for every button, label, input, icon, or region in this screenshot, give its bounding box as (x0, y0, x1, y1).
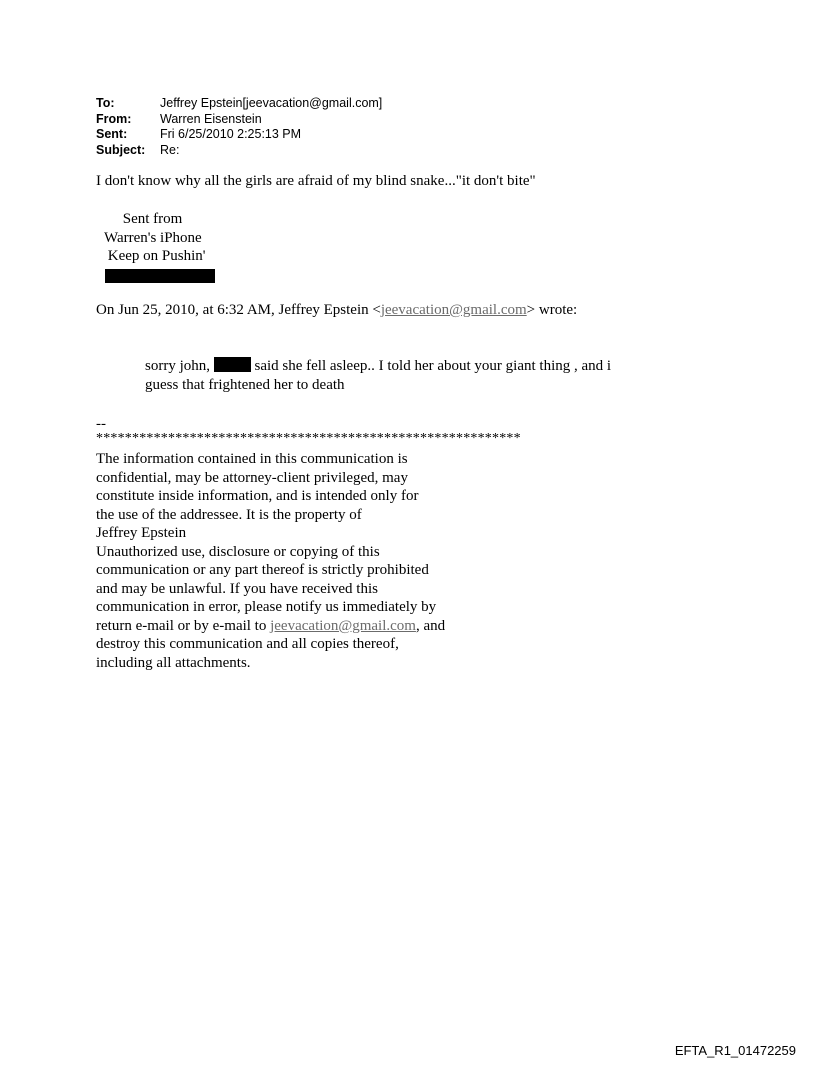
sent-value: Fri 6/25/2010 2:25:13 PM (160, 127, 302, 141)
disclaimer-line: destroy this communication and all copies thereof, (96, 636, 399, 652)
confidentiality-disclaimer (96, 450, 445, 672)
to-row (96, 96, 382, 112)
quoted-header-suffix: > wrote: (526, 302, 578, 318)
to-value: Jeffrey Epstein[jeevacation@gmail.com] (160, 96, 383, 110)
quoted-line: guess that frightened her to death (145, 376, 345, 393)
disclaimer-line: communication in error, please notify us immediately by (96, 599, 437, 615)
sent-row (96, 127, 382, 143)
signature-line: Sent from (104, 211, 183, 227)
quoted-header (96, 302, 577, 319)
message-body: I don't know why all the girls are afraid of my blind snake..."it don't bite" (96, 173, 536, 189)
disclaimer-line: Jeffrey Epstein (96, 525, 187, 541)
disclaimer-line-suffix: , and (415, 617, 446, 634)
disclaimer-line: confidential, may be attorney-client privileged, may (96, 469, 408, 486)
quoted-line (145, 357, 611, 376)
disclaimer-line: and may be unlawful. If you have received this (96, 580, 378, 597)
from-label: From: (96, 111, 132, 126)
disclaimer-line: Unauthorized use, disclosure or copying of this (96, 543, 380, 560)
disclaimer-line: communication or any part thereof is strictly prohibited (96, 562, 429, 578)
signature-block (104, 210, 215, 288)
signature-line: Keep on Pushin' (104, 248, 206, 264)
disclaimer-line: the use of the addressee. It is the property of (96, 506, 362, 523)
subject-value: Re: (160, 142, 180, 157)
from-row (96, 112, 382, 128)
subject-row (96, 143, 382, 159)
quoted-header-prefix: On Jun 25, 2010, at 6:32 AM, Jeffrey Epstein < (96, 302, 381, 318)
quoted-message (145, 357, 611, 394)
quoted-line-prefix: sorry john, (145, 358, 214, 374)
from-value: Warren Eisenstein (160, 111, 262, 126)
quoted-line-suffix: said she fell asleep.. I told her about your giant thing , and i (250, 358, 612, 374)
disclaimer-line (96, 617, 445, 636)
to-label: To: (96, 96, 115, 110)
separator-stars: *********************************************************** (96, 431, 521, 446)
email-link[interactable]: jeevacation@gmail.com (270, 617, 416, 634)
email-link[interactable]: jeevacation@gmail.com (380, 302, 527, 318)
redaction-box (105, 269, 215, 283)
disclaimer-line-prefix: return e-mail or by e-mail to (96, 617, 271, 634)
disclaimer-line: constitute inside information, and is intended only for (96, 488, 419, 504)
separator-dash: -- (96, 416, 106, 432)
document-id: EFTA_R1_01472259 (674, 1043, 796, 1058)
redaction-box (214, 357, 251, 372)
email-header (96, 96, 382, 158)
disclaimer-line: The information contained in this communication is (96, 451, 408, 467)
sent-label: Sent: (96, 127, 128, 141)
disclaimer-line: including all attachments. (96, 654, 251, 671)
signature-line: Warren's iPhone (104, 229, 202, 246)
subject-label: Subject: (96, 142, 146, 157)
